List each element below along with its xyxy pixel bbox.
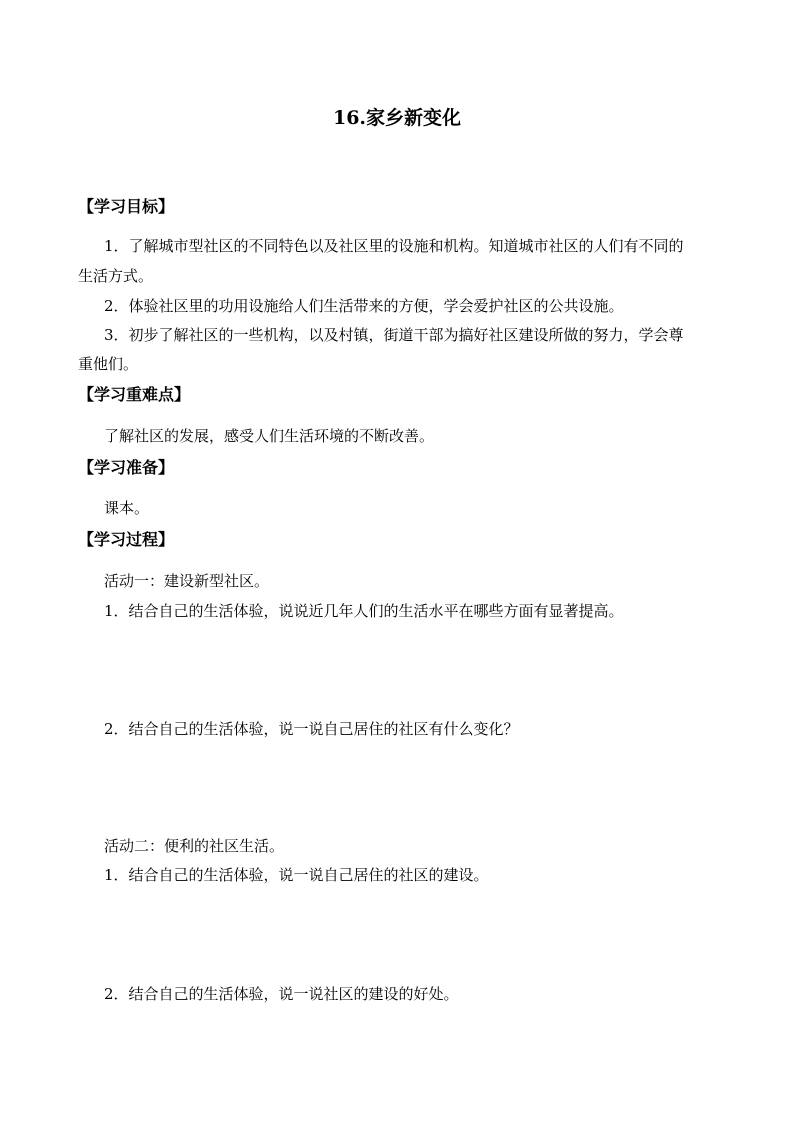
- goal-item-3-continued: 重他们。: [78, 355, 139, 373]
- activity-1-question-2: 2．结合自己的生活体验，说一说自己居住的社区有什么变化？: [104, 720, 519, 738]
- preparation-text: 课本。: [104, 499, 150, 517]
- document-title: 16.家乡新变化: [332, 107, 462, 129]
- activity-2-title: 活动二：便利的社区生活。: [104, 837, 285, 855]
- activity-1-question-1: 1．结合自己的生活体验，说说近几年人们的生活水平在哪些方面有显著提高。: [104, 602, 624, 620]
- goal-item-1: 1．了解城市型社区的不同特色以及社区里的设施和机构。知道城市社区的人们有不同的: [104, 237, 684, 255]
- section-heading-key-points: 【学习重难点】: [78, 385, 191, 404]
- key-points-text: 了解社区的发展，感受人们生活环境的不断改善。: [104, 427, 435, 445]
- goal-item-1-continued: 生活方式。: [78, 267, 154, 285]
- section-heading-goals: 【学习目标】: [78, 197, 175, 216]
- section-heading-process: 【学习过程】: [78, 530, 175, 549]
- goal-item-3: 3．初步了解社区的一些机构，以及村镇，街道干部为搞好社区建设所做的努力，学会尊: [104, 326, 684, 344]
- section-heading-preparation: 【学习准备】: [78, 458, 175, 477]
- goal-item-2: 2．体验社区里的功用设施给人们生活带来的方便，学会爱护社区的公共设施。: [104, 297, 624, 315]
- activity-1-title: 活动一：建设新型社区。: [104, 572, 270, 590]
- activity-2-question-1: 1．结合自己的生活体验，说一说自己居住的社区的建设。: [104, 866, 489, 884]
- activity-2-question-2: 2．结合自己的生活体验，说一说社区的建设的好处。: [104, 985, 459, 1003]
